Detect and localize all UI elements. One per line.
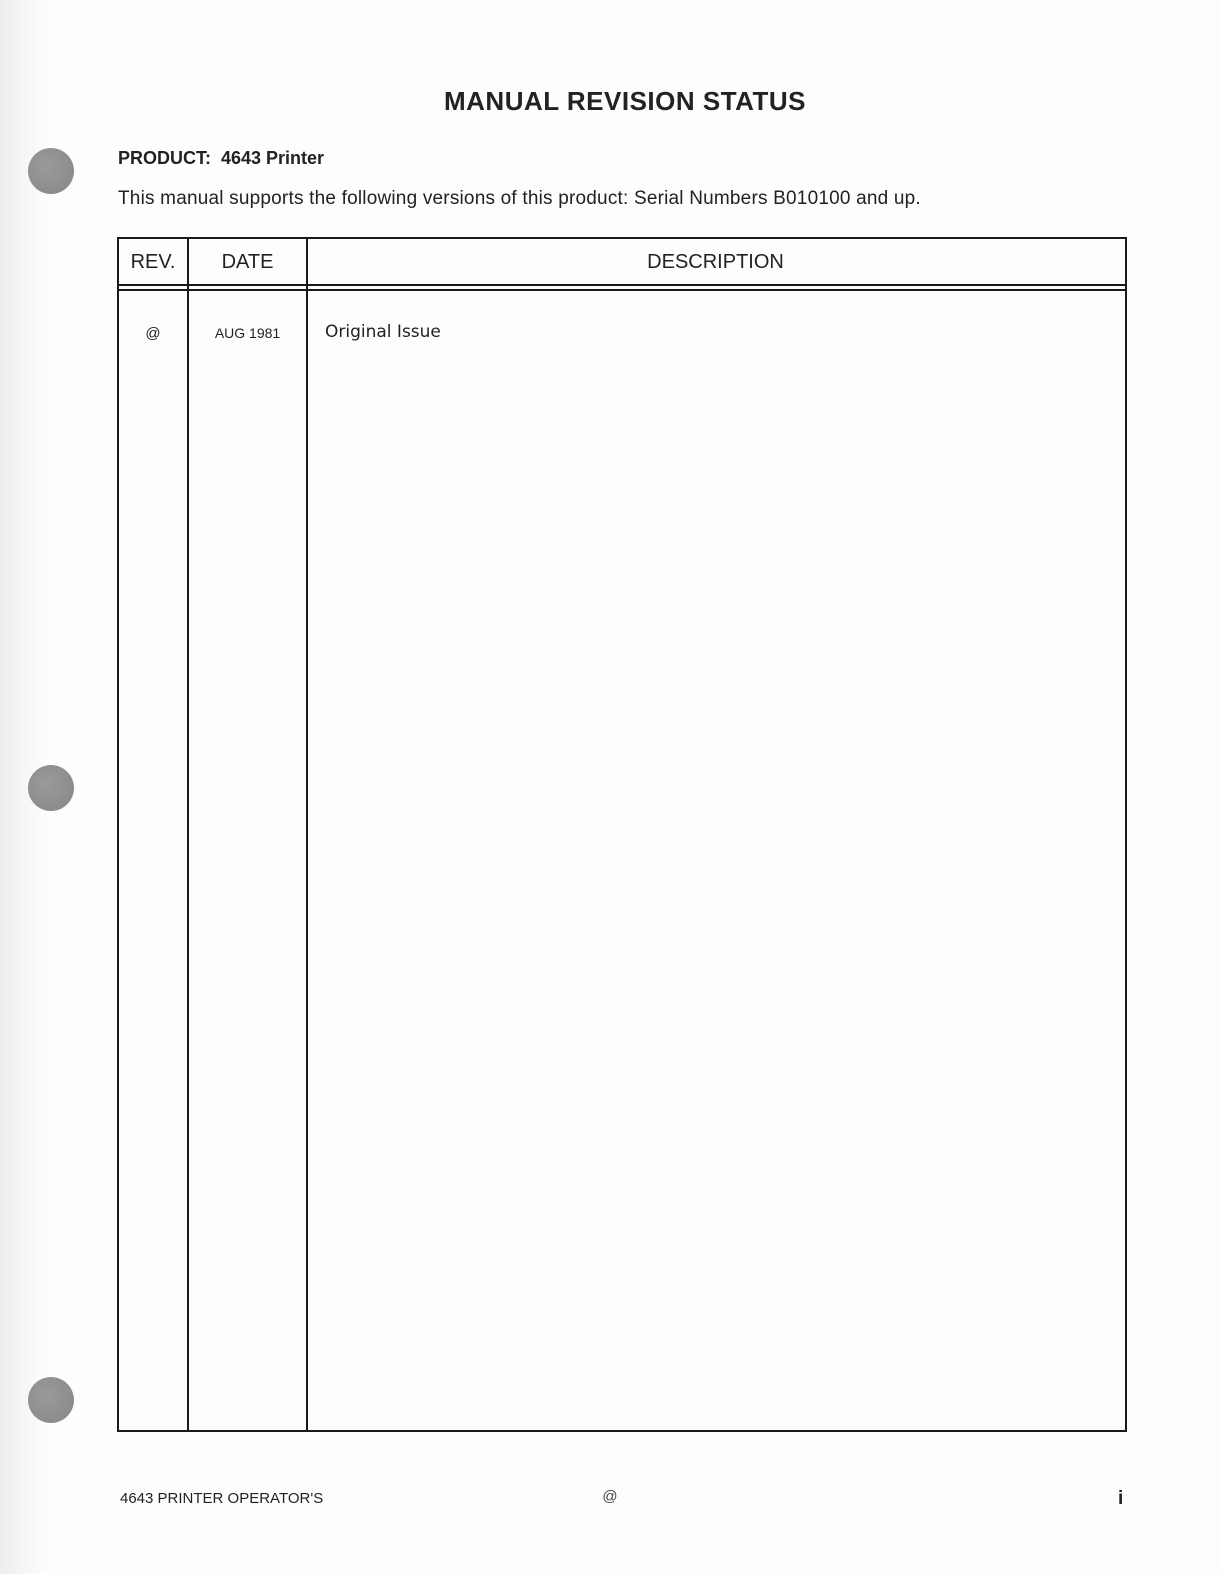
- row-description: Original Issue: [325, 322, 441, 342]
- punch-hole-top: [28, 148, 74, 194]
- product-label: PRODUCT:: [118, 148, 211, 168]
- page-title: MANUAL REVISION STATUS: [443, 86, 806, 116]
- row-rev: @: [145, 325, 161, 342]
- header-description: DESCRIPTION: [647, 251, 784, 273]
- column-divider-date: [306, 239, 308, 1430]
- revision-table: [117, 237, 1127, 1432]
- header-rule-upper: [119, 284, 1125, 286]
- punch-hole-bottom: [28, 1377, 74, 1423]
- product-line: [118, 148, 324, 169]
- header-date: DATE: [221, 251, 274, 273]
- footer-page-number: i: [1118, 1488, 1124, 1509]
- footer-revision-mark: @: [602, 1488, 618, 1505]
- header-rule-lower: [119, 289, 1125, 291]
- punch-hole-middle: [28, 765, 74, 811]
- column-divider-rev: [187, 239, 189, 1430]
- product-value: 4643 Printer: [221, 148, 325, 168]
- header-rev: REV.: [130, 251, 176, 273]
- footer-manual-name: 4643 PRINTER OPERATOR'S: [120, 1490, 324, 1507]
- supports-text: This manual supports the following versions of this product: Serial Numbers B010100 and up.: [118, 188, 921, 209]
- row-date: AUG 1981: [214, 325, 281, 341]
